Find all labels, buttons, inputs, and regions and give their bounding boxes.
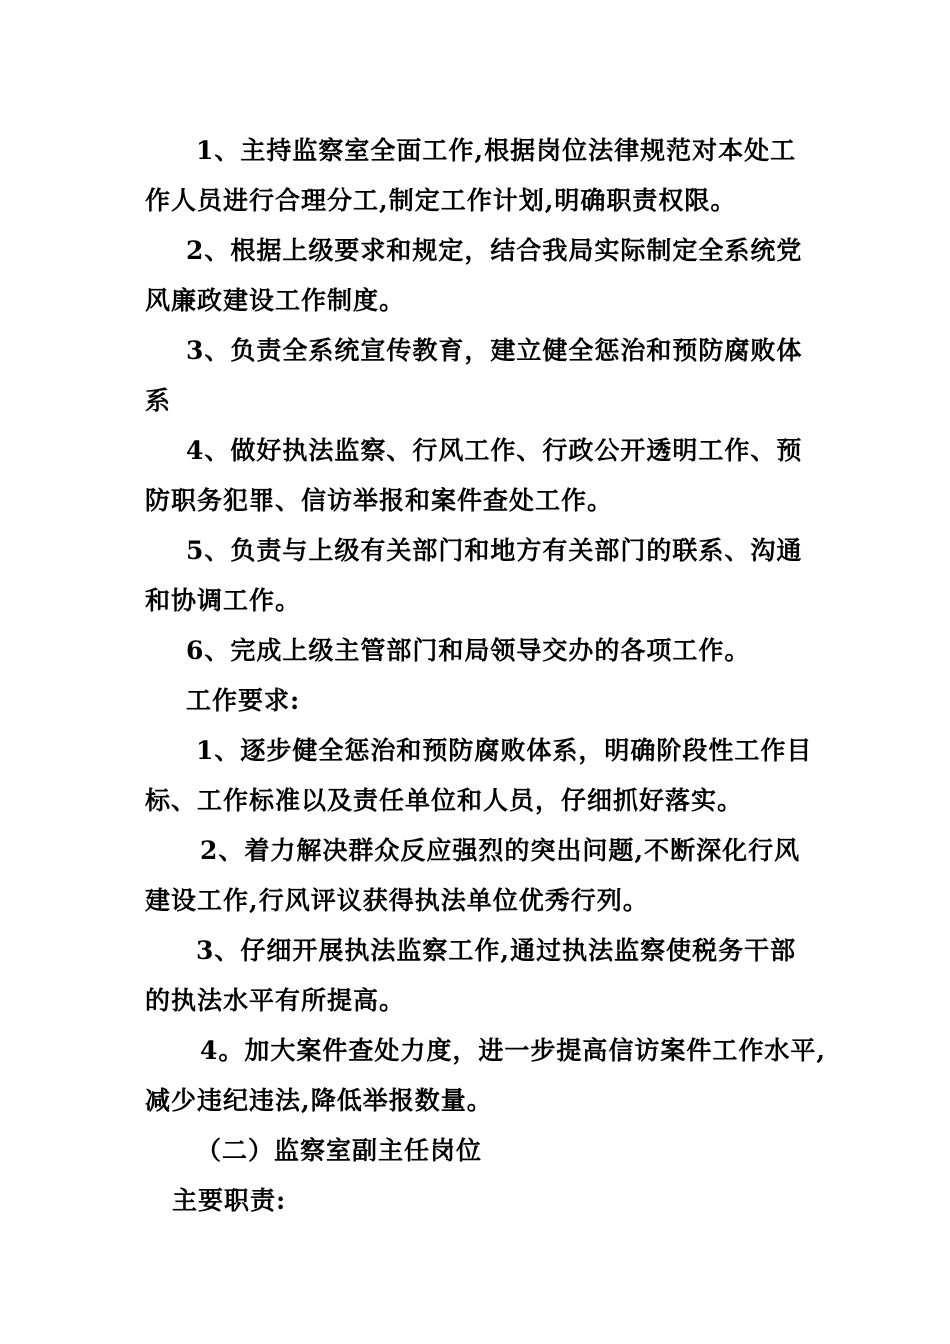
duty-4-line-2: 防职务犯罪、信访举报和案件查处工作。 (145, 486, 614, 515)
duty-6-line-1: 6、完成上级主管部门和局领导交办的各项工作。 (186, 636, 751, 665)
duty-4-line-1: 4、做好执法监察、行风工作、行政公开透明工作、预 (186, 436, 803, 465)
duty-3-line-2: 系 (145, 386, 172, 415)
requirement-3-line-1: 3、仔细开展执法监察工作,通过执法监察使税务干部 (196, 936, 797, 965)
requirement-1-line-2: 标、工作标准以及责任单位和人员，仔细抓好落实。 (145, 786, 744, 815)
duty-1-line-2: 作人员进行合理分工,制定工作计划,明确职责权限。 (145, 186, 737, 215)
requirements-heading: 工作要求: (186, 686, 301, 715)
requirement-2-line-1: 2、着力解决群众反应强烈的突出问题,不断深化行风 (200, 836, 801, 865)
duty-2-line-2: 风廉政建设工作制度。 (145, 286, 406, 315)
requirement-4-line-2: 减少违纪违法,降低举报数量。 (145, 1086, 493, 1115)
requirement-3-line-2: 的执法水平有所提高。 (145, 986, 406, 1015)
requirement-4-line-1: 4。加大案件查处力度，进一步提高信访案件工作水平, (200, 1036, 827, 1065)
main-duties-heading: 主要职责: (172, 1186, 287, 1215)
duty-5-line-2: 和协调工作。 (145, 586, 302, 615)
section-heading: （二）监察室副主任岗位 (196, 1136, 483, 1165)
duty-3-line-1: 3、负责全系统宣传教育，建立健全惩治和预防腐败体 (186, 336, 803, 365)
duty-5-line-1: 5、负责与上级有关部门和地方有关部门的联系、沟通 (186, 536, 803, 565)
duty-1-line-1: 1、主持监察室全面工作,根据岗位法律规范对本处工 (196, 136, 797, 165)
requirement-1-line-1: 1、逐步健全惩治和预防腐败体系，明确阶段性工作目 (196, 736, 813, 765)
requirement-2-line-2: 建设工作,行风评议获得执法单位优秀行列。 (145, 886, 649, 915)
duty-2-line-1: 2、根据上级要求和规定，结合我局实际制定全系统党 (186, 236, 803, 265)
